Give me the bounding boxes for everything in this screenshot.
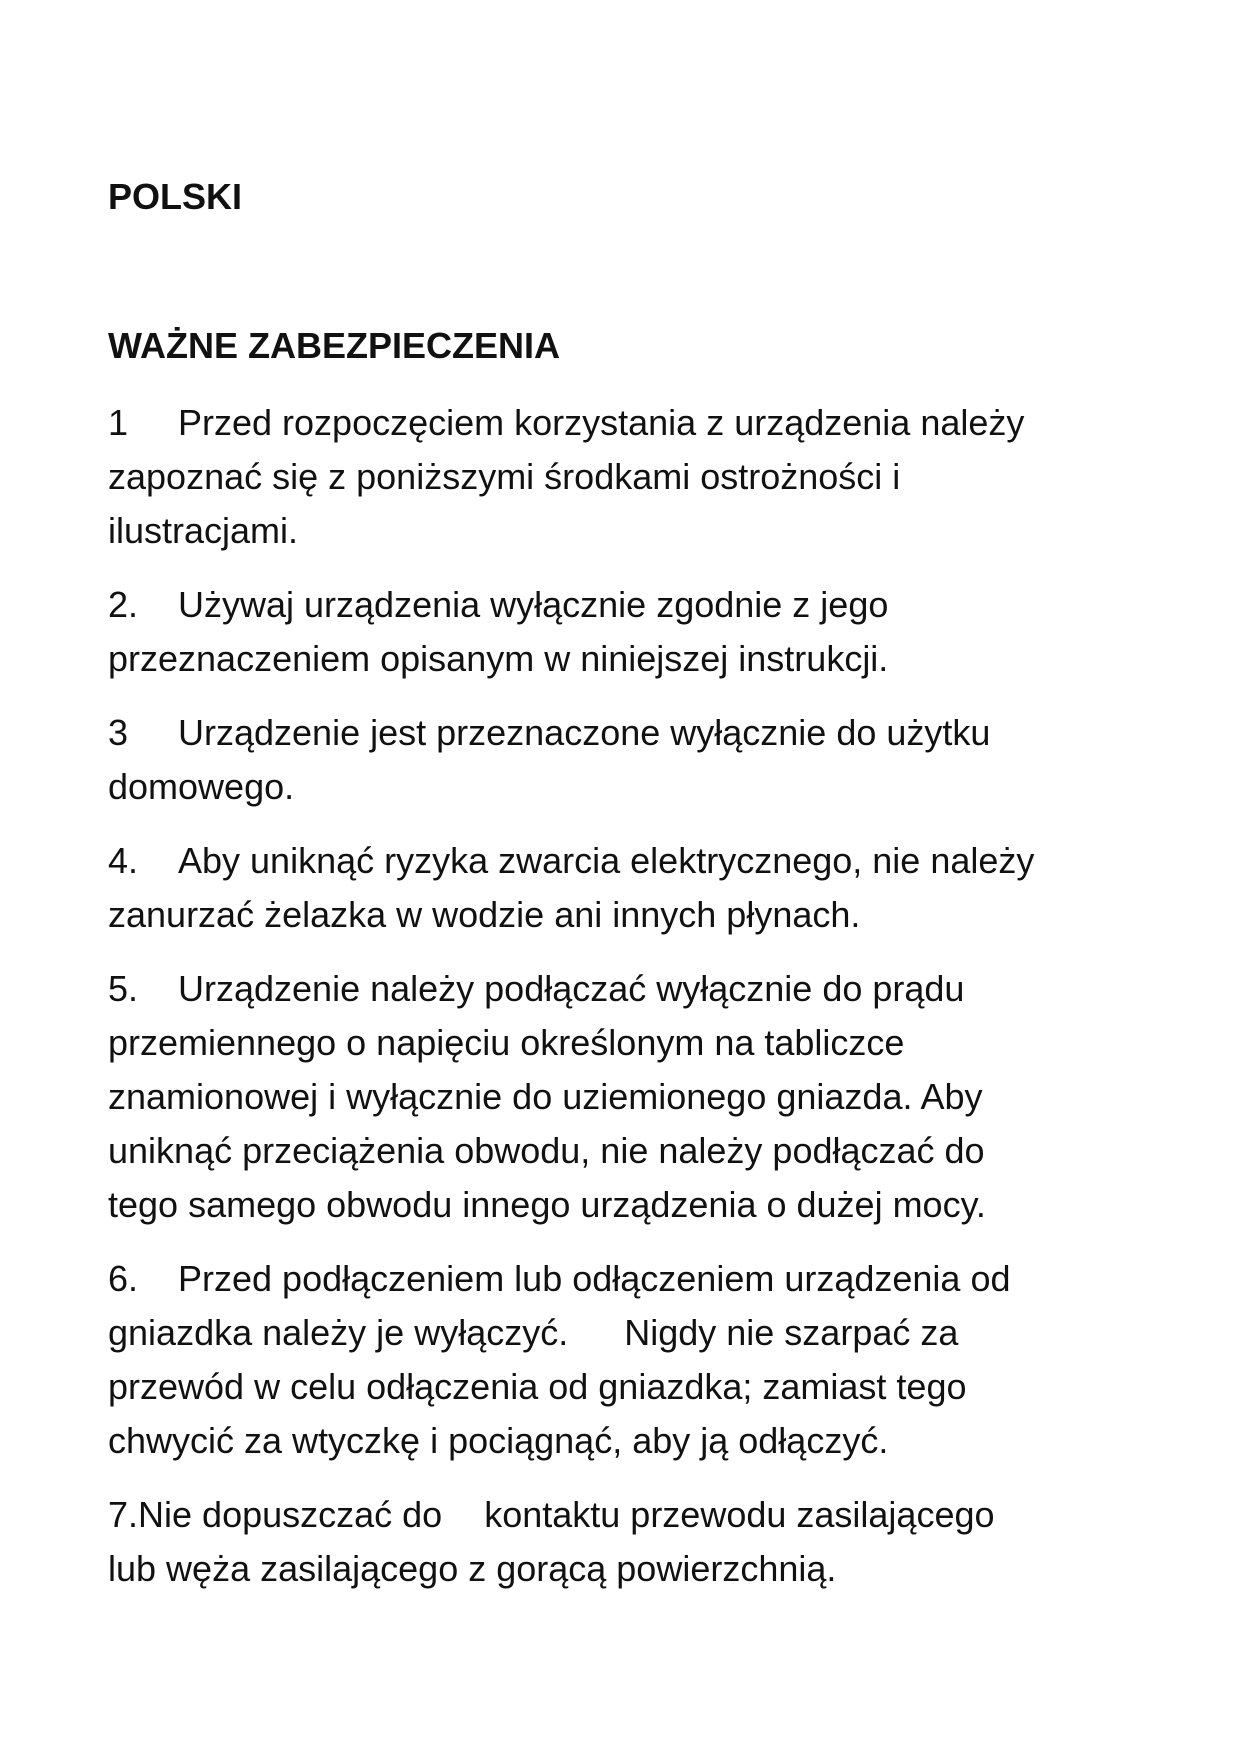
item-text: przemiennego o napięciu określonym na tabliczce [108,1022,905,1063]
item-text: domowego. [108,766,295,807]
item-text: znamionowej i wyłącznie do uziemionego gniazda. Aby [108,1076,983,1117]
item-text: zanurzać żelazka w wodzie ani innych płynach. [108,894,861,935]
list-item [108,578,1148,686]
item-number: 6. [108,1258,139,1299]
item-text: gniazdka należy je wyłączyć. [108,1312,569,1353]
item-text: Urządzenie należy podłączać wyłącznie do prądu [178,968,965,1009]
item-number: 4. [108,840,139,881]
item-text: zapoznać się z poniższymi środkami ostrożności i [108,456,901,497]
item-line [108,834,1148,888]
section-heading: WAŻNE ZABEZPIECZENIA [108,325,561,366]
item-text: Nigdy nie szarpać za [624,1312,959,1353]
list-item [108,396,1148,558]
safety-instructions-list [108,396,1148,1616]
item-text: tego samego obwodu innego urządzenia o dużej mocy. [108,1184,986,1225]
list-item [108,1252,1148,1468]
item-line [108,706,1148,760]
list-item [108,706,1148,814]
language-label: POLSKI [108,176,243,217]
item-number: 5. [108,968,139,1009]
item-line [108,1488,1148,1542]
list-item [108,834,1148,942]
item-text: chwycić za wtyczkę i pociągnąć, aby ją odłączyć. [108,1420,889,1461]
list-item [108,1488,1148,1596]
item-text: lub węża zasilającego z gorącą powierzchnią. [108,1548,837,1589]
item-number: 2. [108,584,139,625]
item-text: Przed rozpoczęciem korzystania z urządzenia należy [178,402,1025,443]
item-text: Aby uniknąć ryzyka zwarcia elektrycznego, nie należy [178,840,1035,881]
item-line [108,578,1148,632]
item-text: Urządzenie jest przeznaczone wyłącznie do użytku [178,712,991,753]
item-number: 3 [108,712,129,753]
item-text: kontaktu przewodu zasilającego [484,1494,995,1535]
item-text: Nie dopuszczać do [138,1494,443,1535]
item-text: Przed podłączeniem lub odłączeniem urządzenia od [178,1258,1011,1299]
item-line [108,1306,1148,1360]
list-item [108,962,1148,1232]
item-text: przewód w celu odłączenia od gniazdka; zamiast tego [108,1366,967,1407]
item-number: 7. [108,1494,139,1535]
item-text: przeznaczeniem opisanym w niniejszej instrukcji. [108,638,889,679]
item-line [108,1252,1148,1306]
item-line [108,396,1148,450]
item-text: uniknąć przeciążenia obwodu, nie należy podłączać do [108,1130,985,1171]
item-text: ilustracjami. [108,510,299,551]
item-line [108,962,1148,1016]
item-text: Używaj urządzenia wyłącznie zgodnie z jego [178,584,889,625]
item-number: 1 [108,402,129,443]
